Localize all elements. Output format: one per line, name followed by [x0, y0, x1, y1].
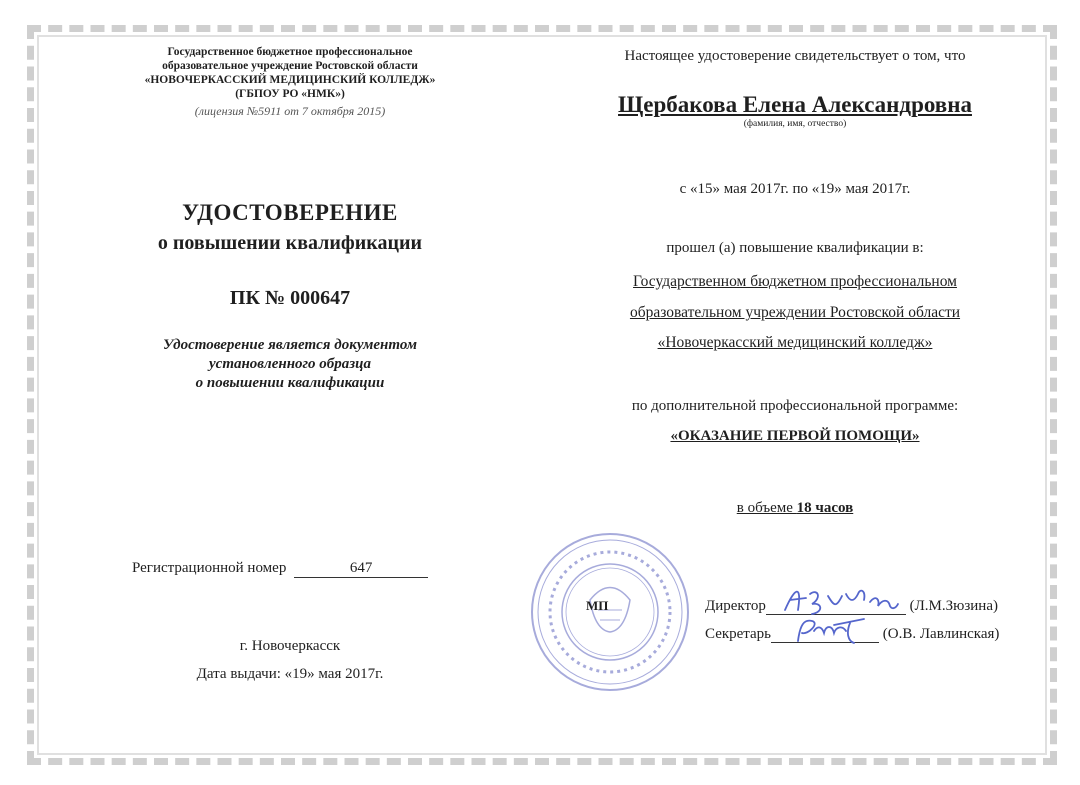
- holder-name-hint: (фамилия, имя, отчество): [743, 119, 847, 129]
- institution-line: Государственном бюджетном профессиональном: [633, 273, 957, 290]
- certificate-subtitle: о повышении квалификации: [157, 232, 423, 254]
- note-line: Удостоверение является документом: [162, 337, 418, 353]
- certificate-note: [60, 336, 520, 393]
- issue-city: г. Новочеркасск: [239, 638, 341, 654]
- institution-line: образовательном учреждении Ростовской области: [629, 304, 961, 321]
- certificate-number: ПК № 000647: [229, 287, 351, 309]
- org-line: образовательное учреждение Ростовской области: [162, 60, 418, 72]
- director-signature-icon: [780, 582, 905, 618]
- training-passed-text: прошел (а) повышение квалификации в:: [666, 240, 924, 256]
- registration-value: 647: [294, 560, 428, 578]
- training-period: с «15» мая 2017г. по «19» мая 2017г.: [679, 181, 911, 197]
- volume-value: 18 часов: [796, 500, 854, 516]
- program-title: «ОКАЗАНИЕ ПЕРВОЙ ПОМОЩИ»: [670, 428, 920, 444]
- note-line: установленного образца: [209, 356, 371, 372]
- issuer-organization: [60, 45, 520, 101]
- org-line: (ГБПОУ РО «НМК»): [235, 88, 345, 100]
- volume-prefix: в объеме: [736, 500, 797, 516]
- official-seal: [528, 530, 693, 695]
- program-volume: [545, 500, 1045, 517]
- issue-date: Дата выдачи: «19» мая 2017г.: [196, 666, 384, 682]
- org-line: Государственное бюджетное профессиональное: [167, 46, 413, 58]
- secretary-signature-icon: [790, 615, 870, 649]
- program-intro: по дополнительной профессиональной программе:: [631, 398, 959, 414]
- certificate-intro: Настоящее удостоверение свидетельствует о том, что: [624, 48, 966, 64]
- holder-name: Щербакова Елена Александровна: [618, 92, 972, 117]
- org-line: «НОВОЧЕРКАССКИЙ МЕДИЦИНСКИЙ КОЛЛЕДЖ»: [144, 74, 436, 86]
- registration-label: Регистрационной номер: [132, 560, 287, 576]
- secretary-label: Секретарь: [705, 626, 772, 642]
- stamp-place-label: МП: [586, 598, 609, 613]
- registration-number-row: [132, 560, 428, 578]
- director-name: (Л.М.Зюзина): [909, 598, 998, 614]
- director-label: Директор: [705, 598, 766, 614]
- institution-line: «Новочеркасский медицинский колледж»: [657, 334, 933, 351]
- note-line: о повышении квалификации: [195, 375, 385, 391]
- secretary-name: (О.В. Лавлинская): [882, 626, 1000, 642]
- certificate-title: УДОСТОВЕРЕНИЕ: [182, 200, 398, 225]
- license-info: (лицензия №5911 от 7 октября 2015): [194, 104, 386, 118]
